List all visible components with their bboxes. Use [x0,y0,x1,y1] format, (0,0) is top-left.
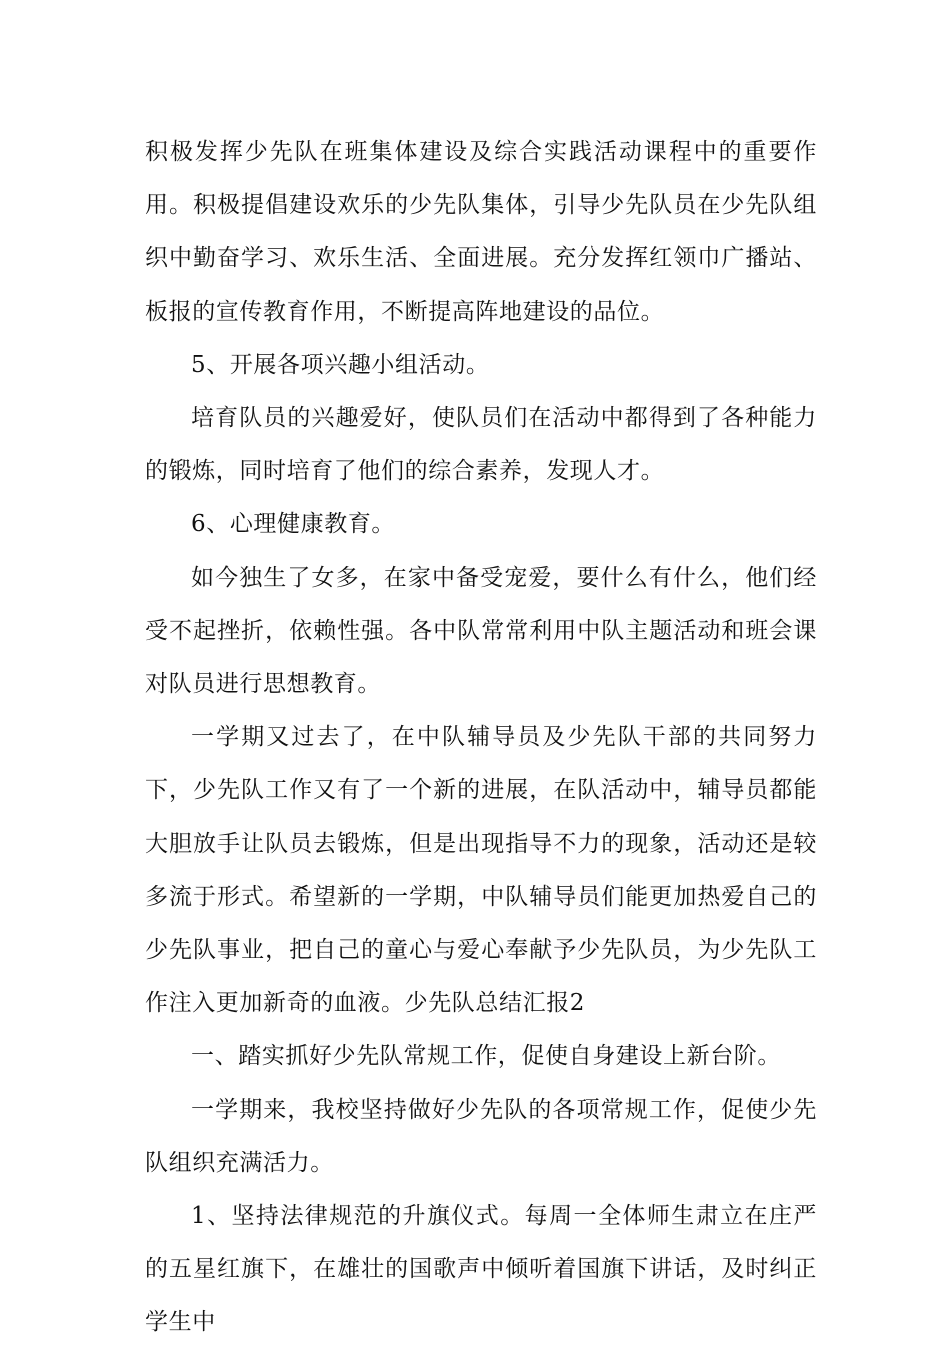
heading-routine-work: 一、踏实抓好少先队常规工作，促使自身建设上新台阶。 [191,1043,781,1070]
paragraph-continuation: 积极发挥少先队在班集体建设及综合实践活动课程中的重要作用。积极提倡建设欢乐的少先队集体，引导少先队员在少先队组织中勤奋学习、欢乐生活、全面进展。充分发挥红领巾广播站、板报的宣传教育作用，不断提高阵地建设的品位。 [145,139,817,325]
paragraph-interest-groups: 培育队员的兴趣爱好，使队员们在活动中都得到了各种能力的锻炼，同时培育了他们的综合素养，发现人才。 [145,405,817,485]
paragraph-routine-work: 一学期来，我校坚持做好少先队的各项常规工作，促使少先队组织充满活力。 [145,1096,817,1176]
paragraph-semester-summary: 一学期又过去了，在中队辅导员及少先队干部的共同努力下，少先队工作又有了一个新的进展，在队活动中，辅导员都能大胆放手让队员去锻炼，但是出现指导不力的现象，活动还是较多流于形式。希望新的一学期，中队辅导员们能更加热爱自己的少先队事业，把自己的童心与爱心奉献予少先队员，为少先队工作注入更加新奇的血液。少先队总结汇报2 [145,724,817,1017]
paragraph-mental-health: 如今独生了女多，在家中备受宠爱，要什么有什么，他们经受不起挫折，依赖性强。各中队常常利用中队主题活动和班会课对队员进行思想教育。 [145,564,817,698]
heading-interest-groups: 5、开展各项兴趣小组活动。 [191,351,490,378]
heading-mental-health: 6、心理健康教育。 [191,511,396,538]
body-text [145,126,817,1350]
paragraph-flag-ceremony: 1、坚持法律规范的升旗仪式。每周一全体师生肃立在庄严的五星红旗下，在雄壮的国歌声中倾听着国旗下讲话，及时纠正学生中 [145,1203,817,1336]
